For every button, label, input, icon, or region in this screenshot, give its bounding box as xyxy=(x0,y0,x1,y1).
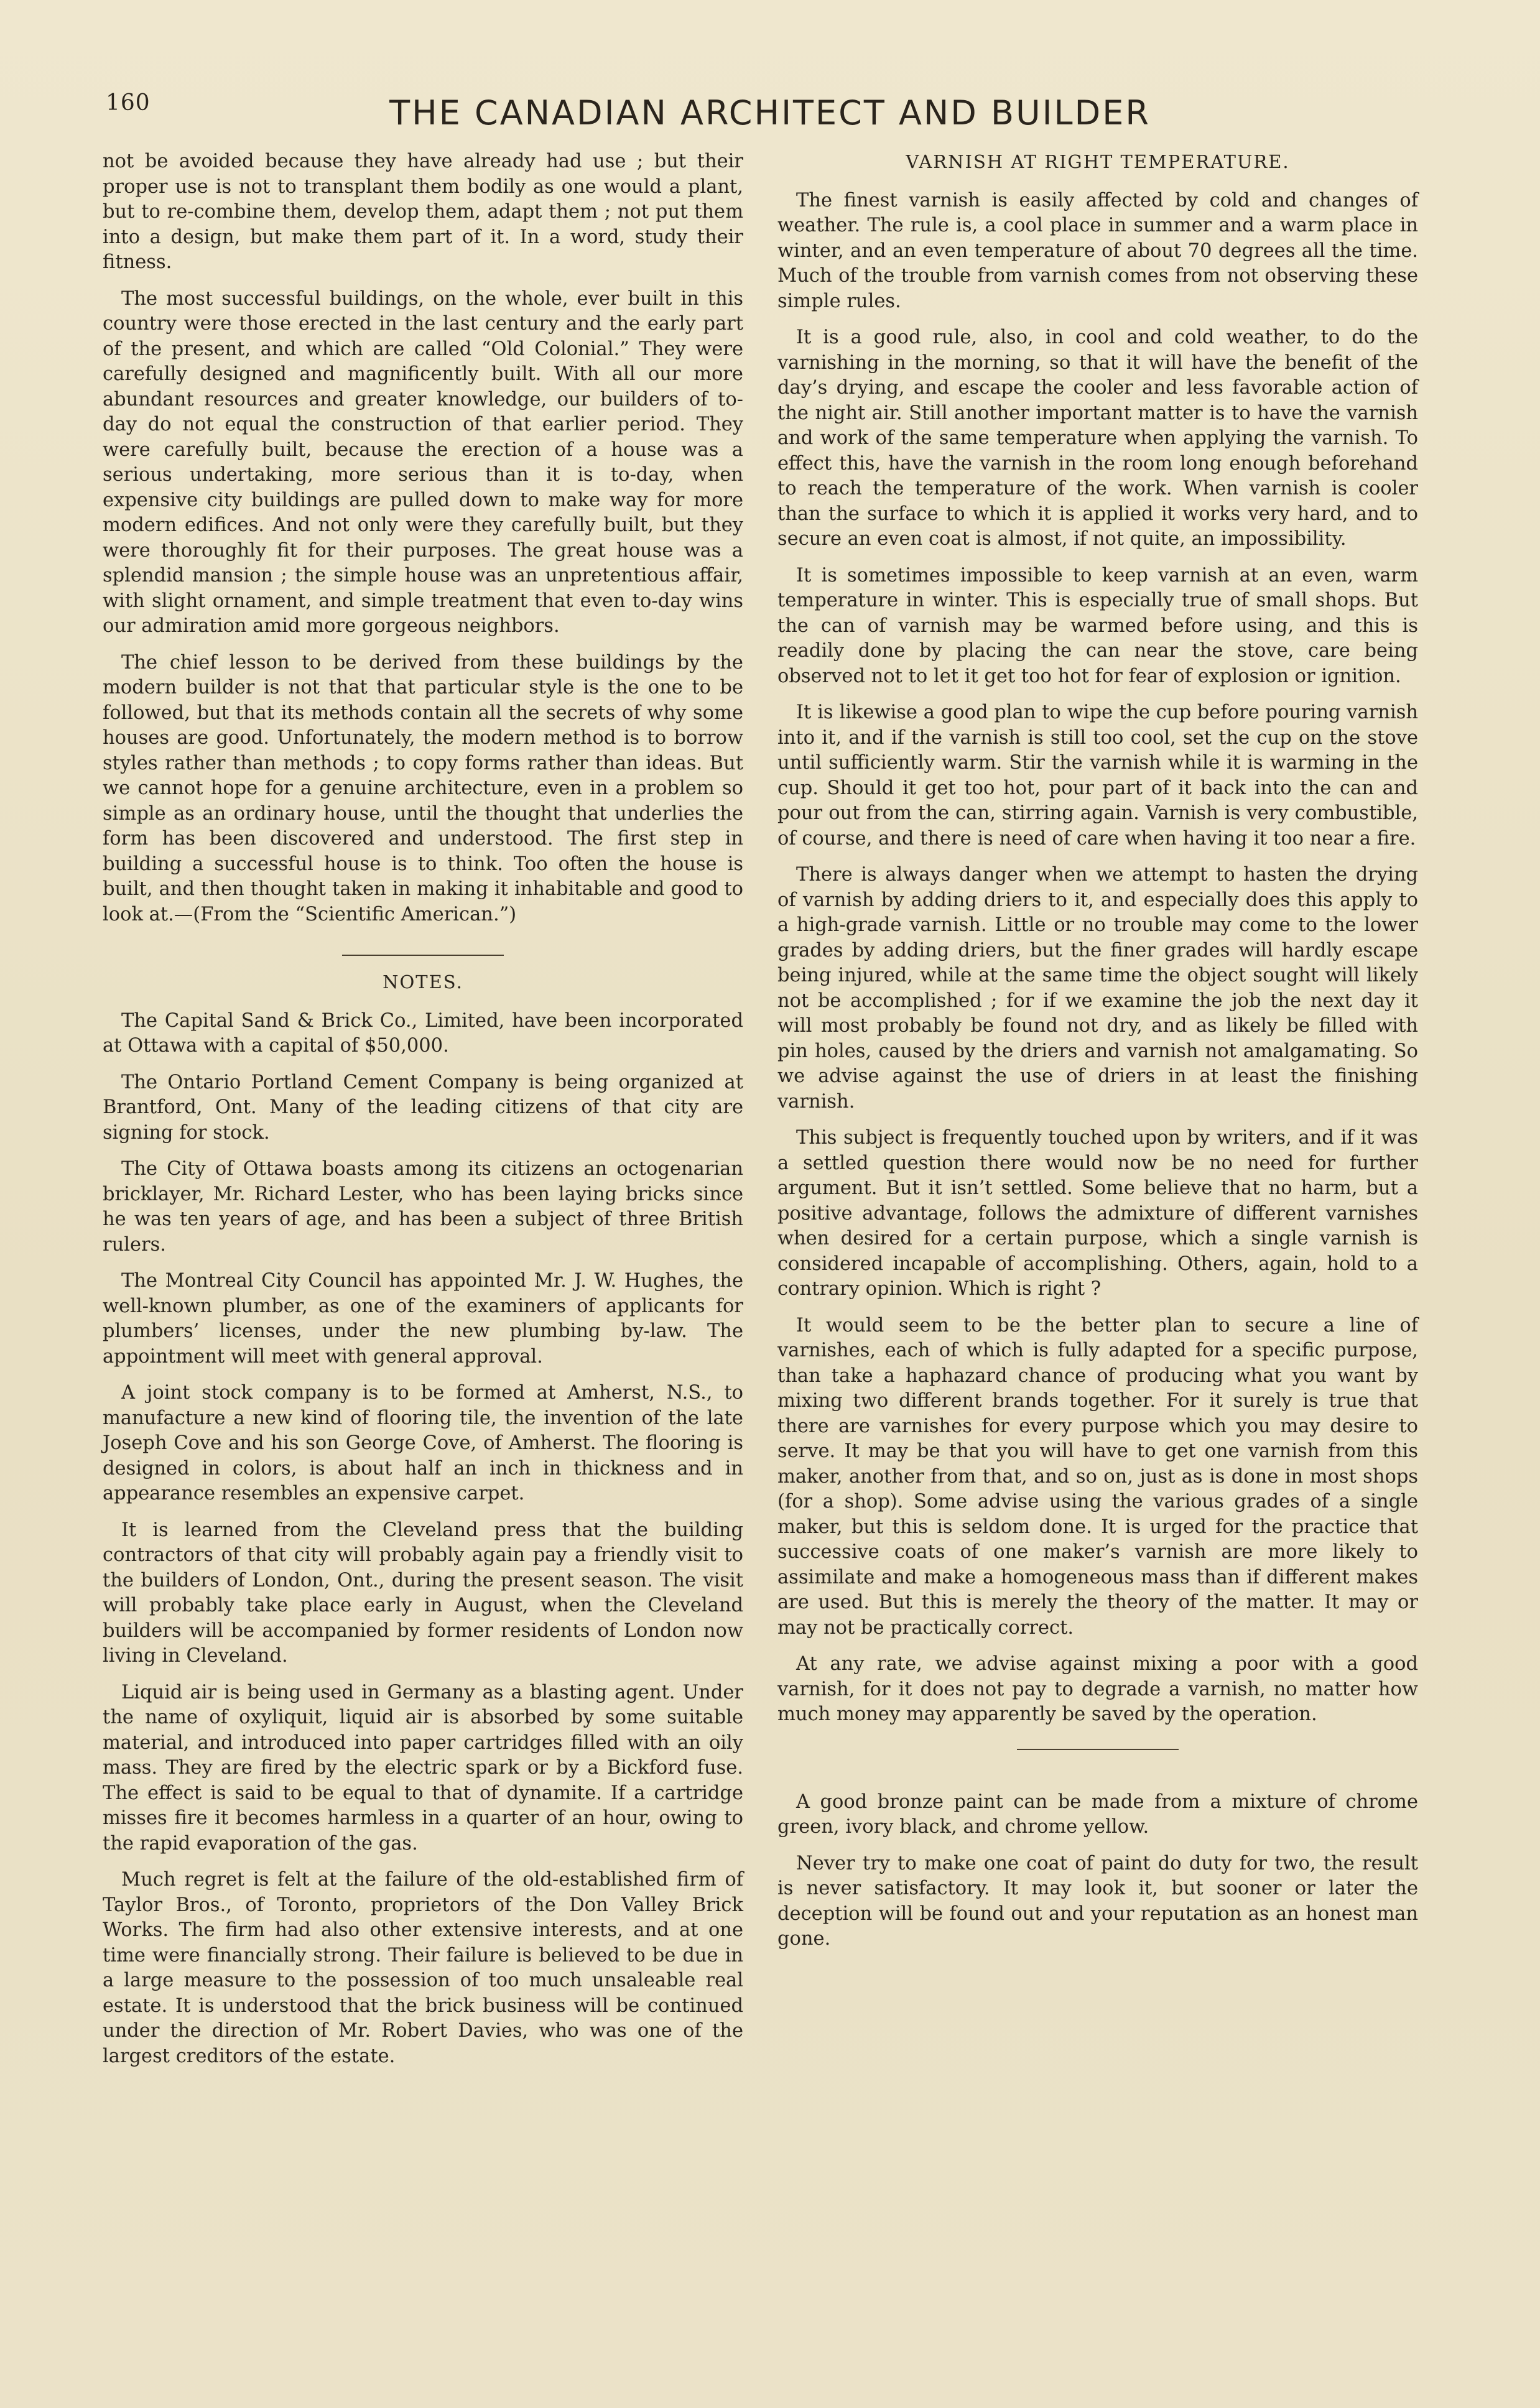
journal-title: THE CANADIAN ARCHITECT AND BUILDER xyxy=(389,93,1151,132)
article-paragraph: It would seem to be the better plan to secure a line of varnishes, each of which is fully adapted for a specific purpose, than take a haphazard chance of producing what you want by mixing two different brands together. For it surely is true that there are varnishes for every purpose which you may desire to serve. It may be that you will have to get one varnish from this maker, another from that, and so on, just as is done in most shops (for a shop). Some advise using the various grades of a single maker, but this is seldom done. It is urged for the practice that successive coats of one maker’s varnish are more likely to assimilate and make a homogeneous mass than if different makes are used. But this is merely the theory of the matter. It may or may not be practically correct. xyxy=(777,1314,1418,1639)
article-paragraph: At any rate, we advise against mixing a poor with a good varnish, for it does not pay to degrade a varnish, no matter how much money may apparently be saved by the operation. xyxy=(777,1653,1418,1725)
section-divider xyxy=(342,955,504,956)
note-item: Much regret is felt at the failure of the old-established firm of Taylor Bros., of Toronto, proprietors of the Don Valley Brick Works. The firm had also other extensive interests, and at one time were financially strong. Their failure is believed to be due in a large measure to the possession of too much unsaleable real estate. It is understood that the brick business will be continued under the direction of Mr. Robert Davies, who was one of the largest creditors of the estate. xyxy=(103,1869,743,2067)
note-item: The Ontario Portland Cement Company is being organized at Brantford, Ont. Many of the leading citizens of that city are signing for stock. xyxy=(103,1071,743,1144)
closing-paragraph: A good bronze paint can be made from a mixture of chrome green, ivory black, and chrome yellow. xyxy=(777,1790,1418,1838)
closing-paragraph: Never try to make one coat of paint do duty for two, the result is never satisfactory. It may look it, but sooner or later the deception will be found out and your reputation as an honest man gone. xyxy=(777,1852,1418,1950)
article-paragraph: It is likewise a good plan to wipe the cup before pouring varnish into it, and if the varnish is still too cool, set the cup on the stove until sufficiently warm. Stir the varnish while it is warming in the cup. Should it get too hot, pour part of it back into the can and pour out from the can, stirring again. Varnish is very combustible, of course, and there is need of care when having it too near a fire. xyxy=(777,702,1418,850)
article-paragraph: There is always danger when we attempt to hasten the drying of varnish by adding driers to it, and especially does this apply to a high-grade varnish. Little or no trouble may come to the lower grades by adding driers, but the finer grades will hardly escape being injured, while at the same time the object sought will likely not be accomplished ; for if we examine the job the next day it will most probably be found not dry, and as likely be filled with pin holes, caused by the driers and varnish not amalgamating. So we advise against the use of driers in at least the finishing varnish. xyxy=(777,864,1418,1113)
article-paragraph: It is sometimes impossible to keep varnish at an even, warm temperature in winter. This is especially true of small shops. But the can of varnish may be warmed before using, and this is readily done by placing the can near the stove, care being observed not to let it get too hot for fear of explosion or ignition. xyxy=(777,564,1418,687)
article-paragraph: It is a good rule, also, in cool and cold weather, to do the varnishing in the morning, so that it will have the benefit of the day’s drying, and escape the cooler and less favorable action of the night air. Still another important matter is to have the varnish and work of the same temperature when applying the varnish. To effect this, have the varnish in the room long enough beforehand to reach the temperature of the work. When varnish is cooler than the surface to which it is applied it works very hard, and to secure an even coat is almost, if not quite, an impossibility. xyxy=(777,326,1418,550)
page-number: 160 xyxy=(106,90,151,116)
note-item: Liquid air is being used in Germany as a blasting agent. Under the name of oxyliquit, liquid air is absorbed by some suitable material, and introduced into paper cartridges filled with an oily mass. They are fired by the electric spark or by a Bickford fuse. The effect is said to be equal to that of dynamite. If a cartridge misses fire it becomes harmless in a quarter of an hour, owing to the rapid evaporation of the gas. xyxy=(103,1681,743,1855)
notes-heading: NOTES. xyxy=(383,971,463,993)
intro-paragraph: The most successful buildings, on the whole, ever built in this country were those erected in the last century and the early part of the present, and which are called “Old Colonial.” They were carefully designed and magnificently built. With all our more abundant resources and greater knowledge, our builders of to-day do not equal the construction of that earlier period. They were carefully built, because the erection of a house was a serious undertaking, more serious than it is to-day, when expensive city buildings are pulled down to make way for more modern edifices. And not only were they carefully built, but they were thoroughly fit for their purposes. The great house was a splendid mansion ; the simple house was an unpretentious affair, with slight ornament, and simple treatment that even to-day wins our admiration amid more gorgeous neighbors. xyxy=(103,287,743,637)
note-item: The Capital Sand & Brick Co., Limited, have been incorporated at Ottawa with a capital of $50,000. xyxy=(103,1009,743,1057)
right-column xyxy=(777,149,1418,1963)
article-paragraph: This subject is frequently touched upon by writers, and if it was a settled question there would now be no need for further argument. But it isn’t settled. Some believe that no harm, but a positive advantage, follows the admixture of different varnishes when desired for a certain purpose, which a single varnish is considered incapable of accomplishing. Others, again, hold to a contrary opinion. Which is right ? xyxy=(777,1127,1418,1300)
note-item: The City of Ottawa boasts among its citizens an octogenarian bricklayer, Mr. Richard Lester, who has been laying bricks since he was ten years of age, and has been a subject of three British rulers. xyxy=(103,1158,743,1256)
intro-paragraph: The chief lesson to be derived from these buildings by the modern builder is not that that particular style is the one to be followed, but that its methods contain all the secrets of why some houses are good. Unfortunately, the modern method is to borrow styles rather than methods ; to copy forms rather than ideas. But we cannot hope for a genuine architecture, even in a problem so simple as an ordinary house, until the thought that underlies the form has been discovered and understood. The first step in building a successful house is to think. Too often the house is built, and then thought taken in making it inhabitable and good to look at.—(From the “Scientific American.”) xyxy=(103,651,743,925)
intro-paragraph: not be avoided because they have already had use ; but their proper use is not to transplant them bodily as one would a plant, but to re-combine them, develop them, adapt them ; not put them into a design, but make them part of it. In a word, study their fitness. xyxy=(103,150,743,273)
article-paragraph: The finest varnish is easily affected by cold and changes of weather. The rule is, a cool place in summer and a warm place in winter, and an even temperature of about 70 degrees all the time. Much of the trouble from varnish comes from not observing these simple rules. xyxy=(777,189,1418,312)
left-column xyxy=(103,149,743,2080)
article-title: VARNISH AT RIGHT TEMPERATURE. xyxy=(906,151,1290,172)
section-divider xyxy=(1017,1749,1179,1750)
note-item: The Montreal City Council has appointed Mr. J. W. Hughes, the well-known plumber, as one of the examiners of applicants for plumbers’ licenses, under the new plumbing by-law. The appointment will meet with general approval. xyxy=(103,1270,743,1368)
note-item: A joint stock company is to be formed at Amherst, N.S., to manufacture a new kind of flooring tile, the invention of the late Joseph Cove and his son George Cove, of Amherst. The flooring is designed in colors, is about half an inch in thickness and in appearance resembles an expensive carpet. xyxy=(103,1382,743,1504)
note-item: It is learned from the Cleveland press that the building contractors of that city will probably again pay a friendly visit to the builders of London, Ont., during the present season. The visit will probably take place early in August, when the Cleveland builders will be accompanied by former residents of London now living in Cleveland. xyxy=(103,1519,743,1667)
